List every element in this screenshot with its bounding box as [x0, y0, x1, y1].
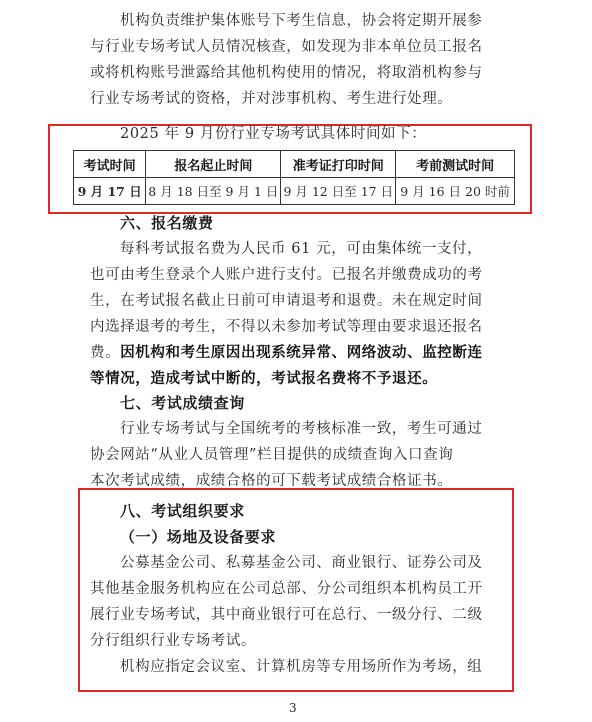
table-header-cell: 考试时间	[74, 151, 146, 178]
text-run: 费。	[90, 345, 121, 361]
text-line: 机构负责维护集体账号下考生信息，协会将定期开展参	[120, 13, 483, 29]
text-line: 展行业专场考试，其中商业银行可在总行、一级分行、二级	[90, 607, 483, 623]
table-cell: 9 月 12 日至 17 日	[281, 178, 396, 205]
intro-paragraph	[90, 8, 510, 112]
text-line: 行业专场考试与全国统考的考核标准一致，考生可通过	[120, 421, 483, 437]
bold-text-run: 因机构和考生原因出现系统异常、网络波动、监控断连	[120, 344, 483, 361]
text-line: 本次考试成绩，成绩合格的可下载考试成绩合格证书。	[90, 473, 453, 489]
bold-text-line: 等情况，造成考试中断的，考试报名费将不予退还。	[90, 370, 438, 387]
section-heading: 八、考试组织要求	[120, 502, 245, 520]
text-line: 其他基金服务机构应在公司总部、分公司组织本机构员工开	[90, 581, 483, 597]
text-line: 每科考试报名费为人民币 61 元，可由集体统一支付，	[120, 241, 483, 257]
schedule-caption: 2025 年 9 月份行业专场考试具体时间如下：	[120, 126, 427, 142]
table-cell: 9 月 16 日 20 时前	[396, 178, 515, 205]
table-cell: 9 月 17 日	[74, 178, 146, 205]
table-header-cell: 准考证打印时间	[281, 151, 396, 178]
table-header-cell: 报名起止时间	[146, 151, 281, 178]
table-cell: 8 月 18 日至 9 月 1 日	[146, 178, 281, 205]
text-line: 行业专场考试的资格，并对涉事机构、考生进行处理。	[90, 91, 453, 107]
text-line	[90, 340, 510, 366]
text-line: 也可由考生登录个人账户进行支付。已报名并缴费成功的考	[90, 267, 483, 283]
text-line: 或将机构账号泄露给其他机构使用的情况，将取消机构参与	[90, 65, 483, 81]
text-line: 机构应指定会议室、计算机房等专用场所作为考场，组	[120, 659, 483, 675]
subsection-heading: （一）场地及设备要求	[120, 528, 277, 546]
schedule-table	[73, 150, 515, 205]
section8-paragraph	[90, 550, 510, 680]
section6-paragraph	[90, 236, 510, 392]
text-line: 协会网站“从业人员管理”栏目提供的成绩查询入口查询	[90, 447, 454, 463]
text-line: 分行组织行业专场考试。	[90, 633, 257, 649]
text-line: 生，在考试报名截止日前可申请退考和退费。未在规定时间	[90, 293, 483, 309]
page-number: 3	[289, 701, 297, 715]
text-line: 内选择退考的考生，不得以未参加考试等理由要求退还报名	[90, 319, 483, 335]
section-heading: 七、考试成绩查询	[120, 394, 245, 412]
section-heading: 六、报名缴费	[120, 214, 214, 232]
table-row	[74, 178, 515, 205]
text-line: 公募基金公司、私募基金公司、商业银行、证券公司及	[120, 555, 483, 571]
table-header-cell: 考前测试时间	[396, 151, 515, 178]
text-line: 与行业专场考试人员情况核查，如发现为非本单位员工报名	[90, 39, 483, 55]
section7-paragraph	[90, 416, 510, 494]
table-header-row	[74, 151, 515, 178]
